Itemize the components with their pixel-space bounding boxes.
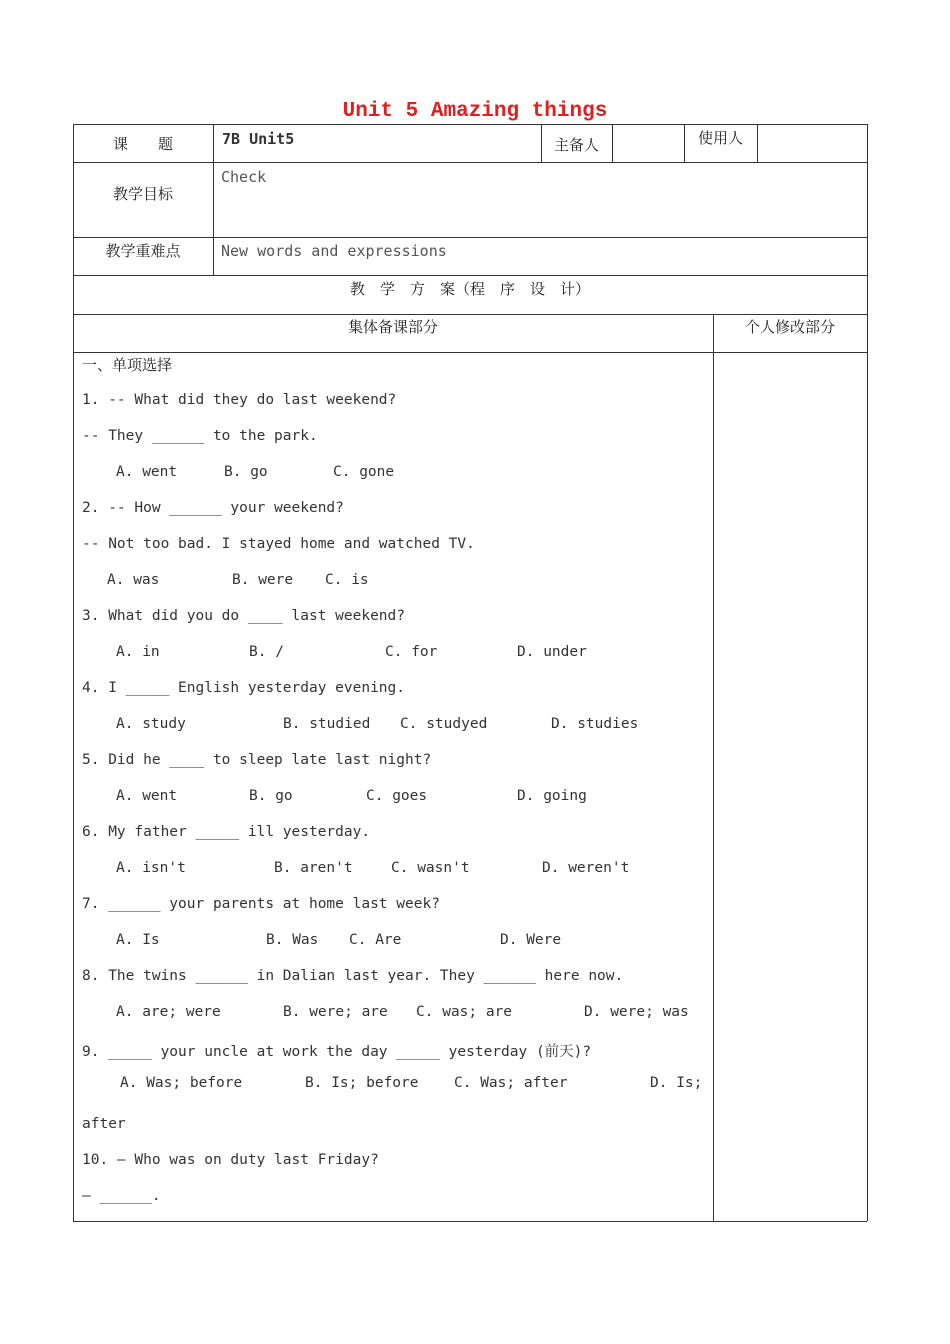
question-4-option-d: D. studies	[551, 716, 639, 732]
table-border-top	[73, 124, 867, 125]
table-col-divider	[213, 124, 214, 275]
question-8-option-c: C. was; are	[416, 1004, 513, 1020]
table-row-divider	[73, 162, 867, 163]
collective-heading: 集体备课部分	[347, 318, 438, 336]
question-9-option-c: C. Was; after	[454, 1075, 568, 1091]
table-row-divider	[73, 237, 867, 238]
question-5-option-d: D. going	[517, 788, 587, 804]
question-9-option-b: B. Is; before	[305, 1075, 419, 1091]
question-2-option-b: B. were	[232, 572, 294, 588]
table-border-bottom	[73, 1221, 867, 1222]
question-4-option-a: A. study	[116, 716, 186, 732]
question-3-option-a: A. in	[116, 644, 160, 660]
question-8-option-a: A. are; were	[116, 1004, 221, 1020]
question-5-stem: 5. Did he ____ to sleep late last night?	[82, 752, 432, 768]
preparer-label: 主备人	[553, 136, 599, 154]
plan-heading: 教 学 方 案（程 序 设 计）	[349, 280, 590, 298]
question-6-stem: 6. My father _____ ill yesterday.	[82, 824, 371, 840]
question-6-option-c: C. wasn't	[391, 860, 470, 876]
question-9-option-d-wrap: after	[82, 1116, 126, 1132]
question-4-option-c: C. studyed	[400, 716, 488, 732]
question-1-reply: -- They ______ to the park.	[82, 428, 318, 444]
question-5-option-c: C. goes	[366, 788, 428, 804]
table-col-divider	[713, 314, 714, 1221]
question-8-option-b: B. were; are	[283, 1004, 388, 1020]
table-row-divider	[73, 314, 867, 315]
topic-value: 7B Unit5	[222, 130, 295, 148]
question-2-stem: 2. -- How ______ your weekend?	[82, 500, 344, 516]
question-2-reply: -- Not too bad. I stayed home and watched TV.	[82, 536, 475, 552]
goal-label: 教学目标	[112, 185, 173, 203]
section-title: 一、单项选择	[82, 356, 173, 374]
question-3-option-c: C. for	[385, 644, 438, 660]
question-6-option-d: D. weren't	[542, 860, 630, 876]
question-7-option-a: A. Is	[116, 932, 160, 948]
table-row-divider	[73, 275, 867, 276]
question-9-option-a: A. Was; before	[120, 1075, 243, 1091]
question-2-option-c: C. is	[325, 572, 369, 588]
question-7-option-b: B. Was	[266, 932, 319, 948]
question-5-option-b: B. go	[249, 788, 293, 804]
question-9-option-d: D. Is;	[650, 1075, 703, 1091]
question-4-option-b: B. studied	[283, 716, 371, 732]
personal-heading: 个人修改部分	[744, 318, 835, 336]
question-7-option-c: C. Are	[349, 932, 402, 948]
table-row-divider	[73, 352, 867, 353]
key-points-label: 教学重难点	[105, 242, 181, 260]
user-label: 使用人	[697, 129, 743, 147]
question-8-stem: 8. The twins ______ in Dalian last year. They ______ here now.	[82, 968, 624, 984]
question-6-option-a: A. isn't	[116, 860, 186, 876]
goal-value: Check	[221, 168, 267, 186]
question-3-stem: 3. What did you do ____ last weekend?	[82, 608, 406, 624]
page-title: Unit 5 Amazing things	[342, 100, 608, 123]
question-5-option-a: A. went	[116, 788, 178, 804]
key-points-value: New words and expressions	[221, 242, 447, 260]
question-1-option-b: B. go	[224, 464, 268, 480]
table-col-divider	[612, 124, 613, 162]
question-4-stem: 4. I _____ English yesterday evening.	[82, 680, 406, 696]
question-1-option-c: C. gone	[333, 464, 395, 480]
table-border-right	[867, 124, 868, 1221]
topic-label: 课 题	[112, 135, 173, 153]
question-10-reply: — ______.	[82, 1188, 161, 1204]
question-7-stem: 7. ______ your parents at home last week?	[82, 896, 440, 912]
question-3-option-d: D. under	[517, 644, 587, 660]
question-9-stem: 9. _____ your uncle at work the day _____ yesterday (前天)?	[82, 1044, 592, 1060]
question-3-option-b: B. /	[249, 644, 284, 660]
question-10-stem: 10. — Who was on duty last Friday?	[82, 1152, 379, 1168]
question-1-stem: 1. -- What did they do last weekend?	[82, 392, 397, 408]
table-col-divider	[757, 124, 758, 162]
question-7-option-d: D. Were	[500, 932, 562, 948]
question-6-option-b: B. aren't	[274, 860, 353, 876]
question-1-option-a: A. went	[116, 464, 178, 480]
question-2-option-a: A. was	[107, 572, 160, 588]
question-8-option-d: D. were; was	[584, 1004, 689, 1020]
